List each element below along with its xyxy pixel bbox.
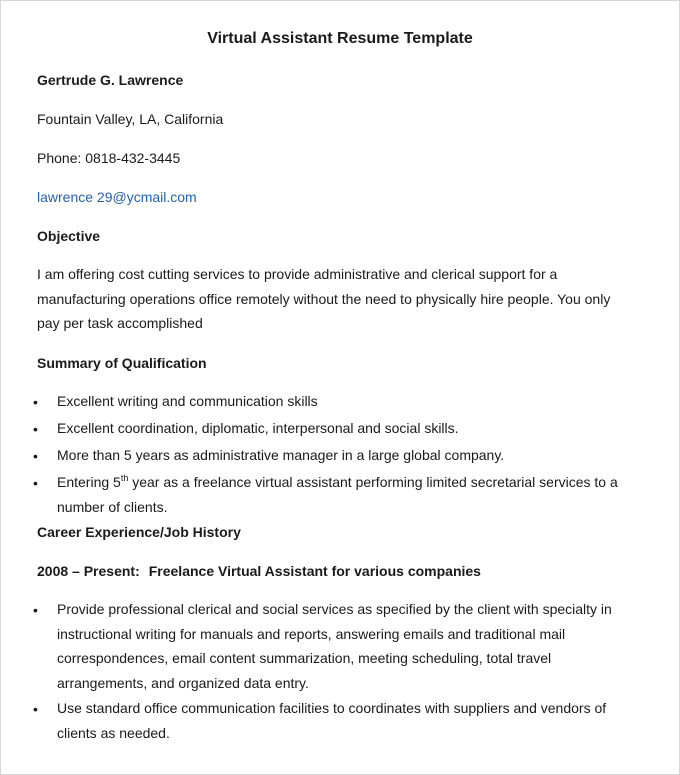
page-title: Virtual Assistant Resume Template	[207, 30, 473, 47]
summary-item: More than 5 years as administrative manager in a large global company.	[57, 447, 505, 463]
list-item	[57, 416, 459, 441]
career-item-line: arrangements, and organized data entry.	[57, 674, 309, 691]
applicant-name: Gertrude G. Lawrence	[37, 72, 184, 88]
bullet-icon: •	[33, 475, 38, 491]
summary-item: Excellent writing and communication skills	[57, 393, 318, 409]
objective-text	[37, 262, 637, 336]
summary-item-continued: number of clients.	[57, 498, 168, 515]
career-item-line: Provide professional clerical and social services as specified by the client with specialty in	[57, 601, 612, 617]
summary-item: Excellent coordination, diplomatic, interpersonal and social skills.	[57, 420, 459, 436]
objective-line: manufacturing operations office remotely without the need to physically hire people. You only	[37, 290, 611, 307]
item-prefix: Entering 5	[57, 474, 121, 490]
bullet-icon: •	[33, 701, 38, 717]
career-item-line: instructional writing for manuals and reports, answering emails and traditional mail	[57, 625, 566, 642]
job-role: Freelance Virtual Assistant for various companies	[148, 563, 481, 579]
summary-item	[57, 470, 618, 495]
list-item	[57, 470, 618, 519]
career-item-line: clients as needed.	[57, 724, 170, 741]
summary-heading: Summary of Qualification	[37, 355, 207, 371]
list-item	[57, 443, 504, 468]
address: Fountain Valley, LA, California	[37, 111, 224, 127]
career-item-line: correspondences, email content summarization, meeting scheduling, total travel	[57, 650, 552, 666]
list-item	[57, 389, 318, 414]
objective-line: I am offering cost cutting services to provide administrative and clerical support for a	[37, 266, 558, 282]
job-period: 2008 – Present:	[37, 563, 140, 579]
career-item-line: Use standard office communication facilities to coordinates with suppliers and vendors of	[57, 700, 607, 716]
phone: Phone: 0818-432-3445	[37, 150, 181, 166]
item-suffix: year as a freelance virtual assistant performing limited secretarial services to a	[128, 474, 618, 490]
bullet-icon: •	[33, 421, 38, 437]
job-title-line	[37, 562, 481, 580]
list-item	[57, 597, 612, 695]
objective-heading: Objective	[37, 228, 101, 244]
bullet-icon: •	[33, 602, 38, 618]
list-item	[57, 696, 606, 745]
email-link[interactable]: lawrence 29@ycmail.com	[37, 189, 197, 205]
bullet-icon: •	[33, 394, 38, 410]
career-heading: Career Experience/Job History	[37, 524, 241, 540]
ordinal-suffix: th	[120, 473, 129, 483]
objective-line: pay per task accomplished	[37, 315, 203, 331]
bullet-icon: •	[33, 448, 38, 464]
